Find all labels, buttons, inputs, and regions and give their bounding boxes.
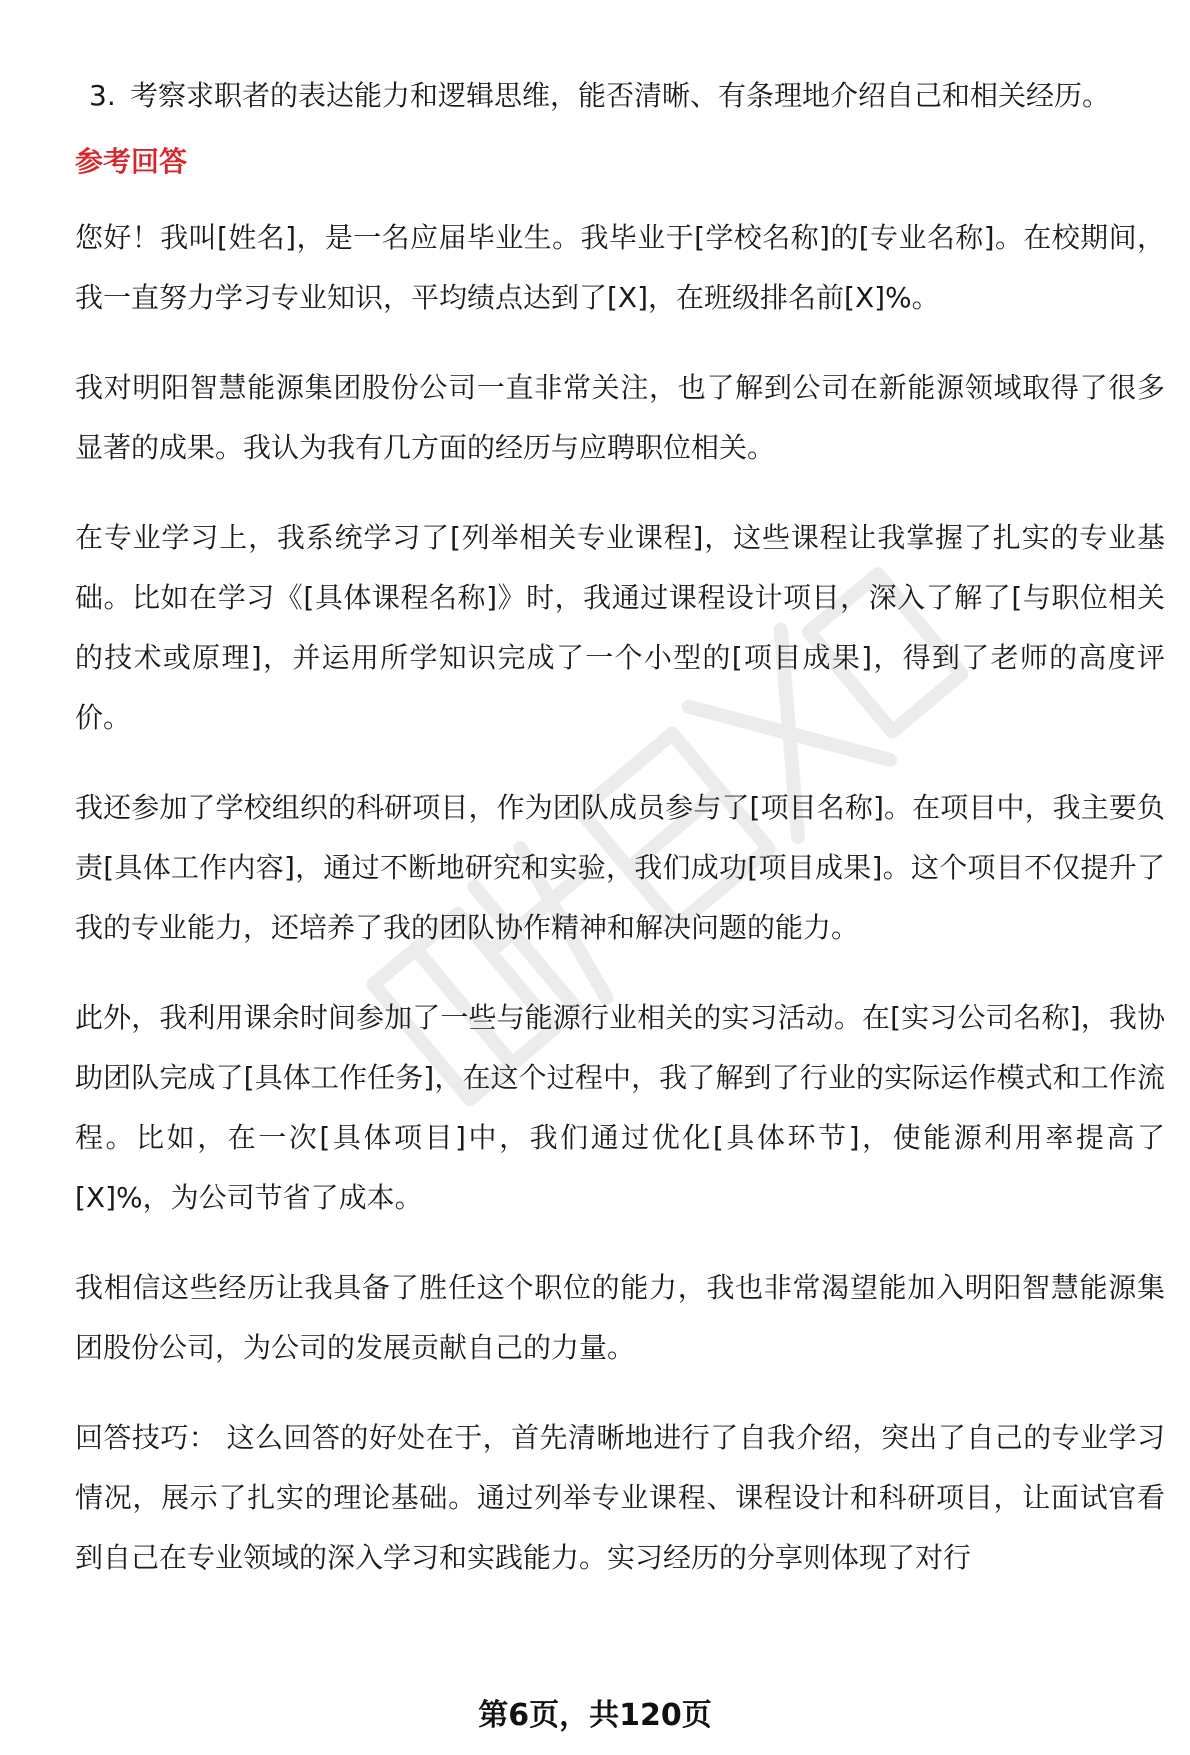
paragraph-intro: 您好！我叫[姓名]，是一名应届毕业生。我毕业于[学校名称]的[专业名称]。在校期间，我一直努力学习专业知识，平均绩点达到了[X]，在班级排名前[X]%。 <box>75 221 1165 314</box>
list-item-3 <box>75 66 1165 126</box>
paragraph-internship: 此外，我利用课余时间参加了一些与能源行业相关的实习活动。在[实习公司名称]，我协助团队完成了[具体工作任务]，在这个过程中，我了解到了行业的实际运作模式和工作流程。比如，在一次[具体项目]中，我们通过优化[具体环节]，使能源利用率提高了[X]%，为公司节省了成本。 <box>75 1001 1165 1214</box>
list-number: 3. <box>89 79 116 112</box>
section-title: 参考回答 <box>75 145 188 178</box>
paragraph-conclusion: 我相信这些经历让我具备了胜任这个职位的能力，我也非常渴望能加入明阳智慧能源集团股份公司，为公司的发展贡献自己的力量。 <box>75 1271 1165 1364</box>
paragraph-tips: 回答技巧： 这么回答的好处在于，首先清晰地进行了自我介绍，突出了自己的专业学习情况，展示了扎实的理论基础。通过列举专业课程、课程设计和科研项目，让面试官看到自己在专业领域的深入学习和实践能力。实习经历的分享则体现了对行 <box>75 1421 1165 1574</box>
paragraph-company: 我对明阳智慧能源集团股份公司一直非常关注，也了解到公司在新能源领域取得了很多显著的成果。我认为我有几方面的经历与应聘职位相关。 <box>75 371 1165 464</box>
paragraph-research: 我还参加了学校组织的科研项目，作为团队成员参与了[项目名称]。在项目中，我主要负责[具体工作内容]，通过不断地研究和实验，我们成功[项目成果]。这个项目不仅提升了我的专业能力，还培养了我的团队协作精神和解决问题的能力。 <box>75 791 1165 944</box>
content-area <box>75 66 1165 1618</box>
list-text: 考察求职者的表达能力和逻辑思维，能否清晰、有条理地介绍自己和相关经历。 <box>130 79 1111 112</box>
page-footer: 第6页，共120页 <box>478 1698 712 1733</box>
paragraph-study: 在专业学习上，我系统学习了[列举相关专业课程]，这些课程让我掌握了扎实的专业基础。比如在学习《[具体课程名称]》时，我通过课程设计项目，深入了解了[与职位相关的技术或原理]，并运用所学知识完成了一个小型的[项目成果]，得到了老师的高度评价。 <box>75 521 1165 734</box>
